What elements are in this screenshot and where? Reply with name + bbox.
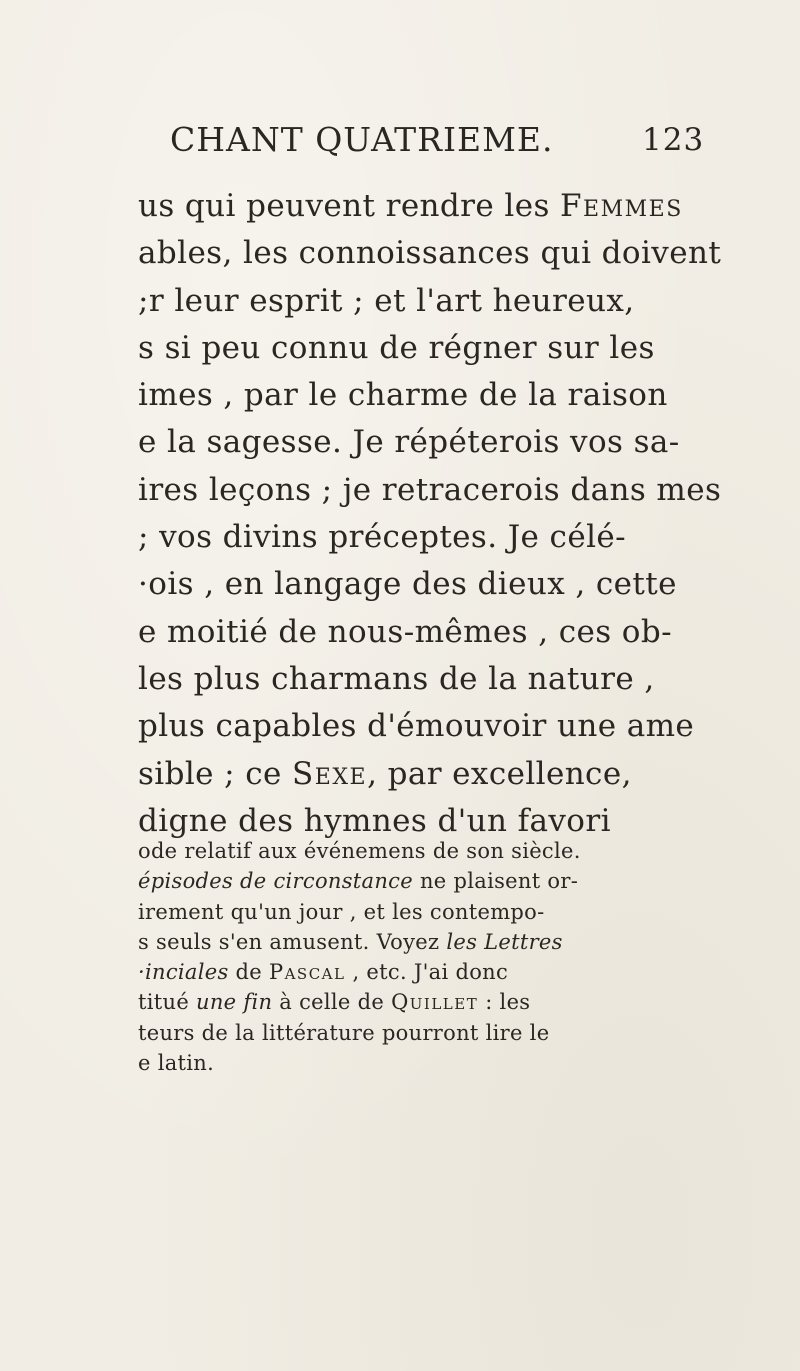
text-run: imes , par le charme de la raison	[138, 377, 668, 414]
text-run: ode relatif aux événemens de son siècle.	[138, 839, 581, 863]
text-line	[138, 703, 738, 750]
text-run: Femmes	[560, 188, 683, 224]
text-line	[138, 278, 738, 325]
footnote-line	[138, 927, 738, 957]
text-run: e latin.	[138, 1051, 215, 1076]
text-run: ires leçons ; je retracerois dans mes	[138, 471, 722, 508]
text-run: s si peu connu de régner sur les	[138, 329, 655, 366]
text-run: irement qu'un jour , et les contempo-	[138, 899, 545, 924]
text-line	[138, 561, 738, 608]
footnote-line	[138, 897, 738, 927]
running-head	[170, 120, 710, 170]
text-line	[138, 514, 738, 561]
chapter-title: CHANT QUATRIEME.	[170, 120, 554, 159]
footnote-line	[138, 1018, 738, 1048]
footnote-line	[138, 1048, 738, 1078]
text-run: s seuls s'en amusent. Voyez	[138, 929, 447, 954]
footnote-line	[138, 866, 738, 896]
text-run: épisodes de circonstance	[138, 869, 413, 894]
text-line	[138, 325, 738, 372]
text-run: digne des hymnes d'un favori	[138, 802, 611, 839]
text-line	[138, 751, 738, 798]
footnote-line	[138, 957, 738, 987]
text-line	[138, 467, 738, 514]
text-run: à celle de	[272, 990, 392, 1015]
text-run: ·ois , en langage des dieux , cette	[138, 566, 677, 603]
footnote	[138, 836, 738, 1078]
text-run: e moitié de nous-mêmes , ces ob-	[138, 613, 672, 650]
text-run: teurs de la littérature pourront lire le	[138, 1020, 550, 1045]
footnote-line	[138, 987, 738, 1017]
page-number: 123	[642, 122, 705, 158]
text-line	[138, 230, 738, 277]
text-line	[138, 609, 738, 656]
text-line	[138, 183, 738, 230]
text-run: us qui peuvent rendre les	[138, 188, 561, 224]
text-run: sible ; ce	[138, 755, 293, 792]
text-run: de	[228, 960, 269, 985]
text-run: ; vos divins préceptes. Je célé-	[138, 519, 627, 556]
text-line	[138, 419, 738, 466]
text-run: , par excellence,	[367, 755, 632, 792]
text-run: les Lettres	[446, 929, 563, 954]
text-run: titué	[138, 990, 197, 1015]
text-run: plus capables d'émouvoir une ame	[138, 708, 695, 745]
footnote-line	[138, 836, 738, 866]
text-run: Pascal	[268, 960, 346, 985]
text-run: les plus charmans de la nature ,	[138, 660, 655, 697]
text-run: Sexe	[292, 755, 368, 792]
text-run: e la sagesse. Je répéterois vos sa-	[138, 424, 680, 461]
text-line	[138, 656, 738, 703]
text-run: ;r leur esprit ; et l'art heureux,	[138, 282, 635, 319]
main-text	[138, 183, 738, 845]
text-run: Quillet	[391, 990, 479, 1015]
text-run: ables, les connoissances qui doivent	[138, 235, 722, 272]
text-run: , etc. J'ai donc	[345, 960, 509, 985]
text-line	[138, 372, 738, 419]
text-run: ·inciales	[138, 960, 229, 985]
text-run: ne plaisent or-	[412, 869, 579, 894]
text-run: : les	[478, 990, 531, 1015]
text-run: une fin	[196, 990, 273, 1015]
